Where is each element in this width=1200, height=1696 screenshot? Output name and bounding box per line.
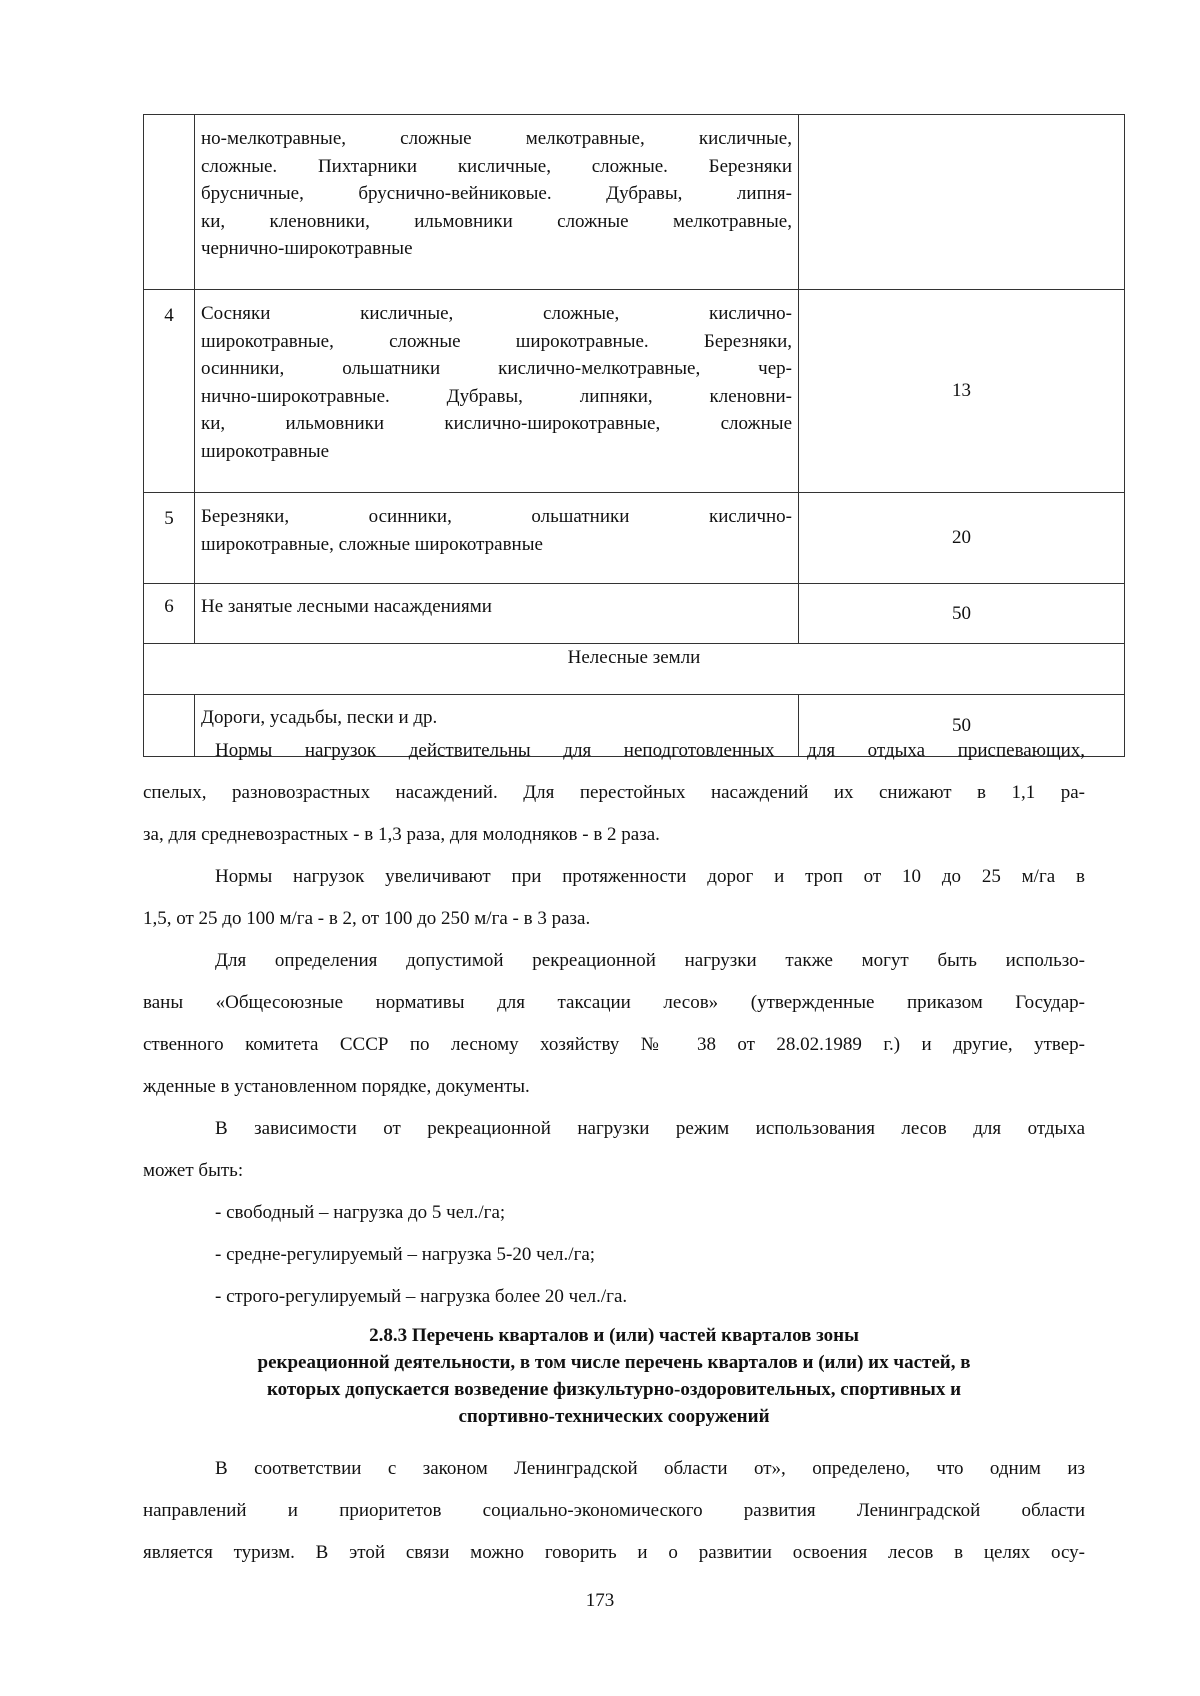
row-value: 13 <box>799 290 1125 493</box>
description-line: чернично-широкотравные <box>201 238 413 259</box>
paragraph <box>143 1108 1085 1192</box>
table-row <box>144 584 1125 644</box>
row-description <box>195 584 799 644</box>
description-line: брусничные, бруснично-вейниковые. Дубравы, липня- <box>201 183 792 204</box>
row-value <box>799 115 1125 290</box>
table-section-row <box>144 644 1125 695</box>
paragraph-line: за, для средневозрастных - в 1,3 раза, для молодняков - в 2 раза. <box>143 824 660 845</box>
description-line: широкотравные <box>201 440 330 462</box>
paragraph-line: Нормы нагрузок увеличивают при протяженности дорог и троп от 10 до 25 м/га в <box>215 866 1085 887</box>
row-description <box>195 493 799 584</box>
heading-line: 2.8.3 Перечень кварталов и (или) частей кварталов зоны <box>369 1325 859 1346</box>
paragraph-line: является туризм. В этой связи можно говорить и о развитии освоения лесов в целях осу- <box>143 1542 1085 1563</box>
paragraph-line: В соответствии с законом Ленинградской области от», определено, что одним из <box>215 1458 1085 1479</box>
list-item: - свободный – нагрузка до 5 чел./га; <box>215 1202 506 1223</box>
row-description <box>195 115 799 290</box>
paragraph-line: Для определения допустимой рекреационной нагрузки также могут быть использо- <box>215 950 1085 971</box>
row-value: 50 <box>799 695 1125 757</box>
table-row <box>144 115 1125 290</box>
heading-line: спортивно-технических сооружений <box>458 1406 770 1427</box>
row-number <box>144 115 195 290</box>
paragraph-line: 1,5, от 25 до 100 м/га - в 2, от 100 до 250 м/га - в 3 раза. <box>143 908 591 929</box>
paragraph <box>143 940 1085 1108</box>
paragraph-line: направлений и приоритетов социально-экономического развития Ленинградской области <box>143 1500 1085 1521</box>
section-heading <box>143 1322 1085 1430</box>
page-number: 173 <box>585 1590 615 1611</box>
description-line: но-мелкотравные, сложные мелкотравные, кисличные, <box>201 128 792 149</box>
description-line: осинники, ольшатники кислично-мелкотравные, чер- <box>201 358 792 379</box>
row-number: 4 <box>144 290 195 493</box>
description-line: сложные. Пихтарники кисличные, сложные. Березняки <box>201 155 792 177</box>
paragraph <box>143 856 1085 940</box>
row-value: 20 <box>799 493 1125 584</box>
description-line: Березняки, осинники, ольшатники кислично- <box>201 506 792 527</box>
paragraph-line: ваны «Общесоюзные нормативы для таксации лесов» (утвержденные приказом Государ- <box>143 992 1085 1013</box>
row-value: 50 <box>799 584 1125 644</box>
table-row <box>144 290 1125 493</box>
mode-list <box>143 1192 1085 1318</box>
row-description: Дороги, усадьбы, пески и др. <box>195 695 799 757</box>
paragraph <box>143 730 1085 856</box>
description-line: Не занятые лесными насаждениями <box>201 596 492 617</box>
paragraph <box>143 1448 1085 1574</box>
paragraph-line: жденные в установленном порядке, документы. <box>143 1076 530 1097</box>
paragraph-line: ственного комитета СССР по лесному хозяйству № 38 от 28.02.1989 г.) и другие, утвер- <box>143 1034 1085 1055</box>
paragraph-line: Нормы нагрузок действительны для неподготовленных для отдыха приспевающих, <box>215 740 1085 761</box>
description-line: Сосняки кисличные, сложные, кислично- <box>201 303 792 324</box>
paragraph-line: спелых, разновозрастных насаждений. Для перестойных насаждений их снижают в 1,1 ра- <box>143 782 1085 803</box>
description-line: ки, кленовники, ильмовники сложные мелкотравные, <box>201 210 792 232</box>
list-item: - строго-регулируемый – нагрузка более 20 чел./га. <box>215 1286 628 1307</box>
section-title: Нелесные земли <box>144 644 1125 695</box>
load-norms-table <box>143 114 1125 757</box>
row-number: 6 <box>144 584 195 644</box>
heading-line: которых допускается возведение физкультурно-оздоровительных, спортивных и <box>266 1379 962 1400</box>
table-row <box>144 493 1125 584</box>
row-description <box>195 290 799 493</box>
paragraph-line: В зависимости от рекреационной нагрузки режим использования лесов для отдыха <box>215 1118 1085 1139</box>
description-line: широкотравные, сложные широкотравные <box>201 533 543 555</box>
row-number: 5 <box>144 493 195 584</box>
heading-line: рекреационной деятельности, в том числе перечень кварталов и (или) их частей, в <box>257 1352 971 1373</box>
description-line: ки, ильмовники кислично-широкотравные, сложные <box>201 413 792 434</box>
description-line: нично-широкотравные. Дубравы, липняки, кленовни- <box>201 385 792 407</box>
paragraph-line: может быть: <box>143 1160 244 1181</box>
list-item: - средне-регулируемый – нагрузка 5-20 чел./га; <box>215 1244 596 1265</box>
description-line: широкотравные, сложные широкотравные. Березняки, <box>201 330 792 352</box>
